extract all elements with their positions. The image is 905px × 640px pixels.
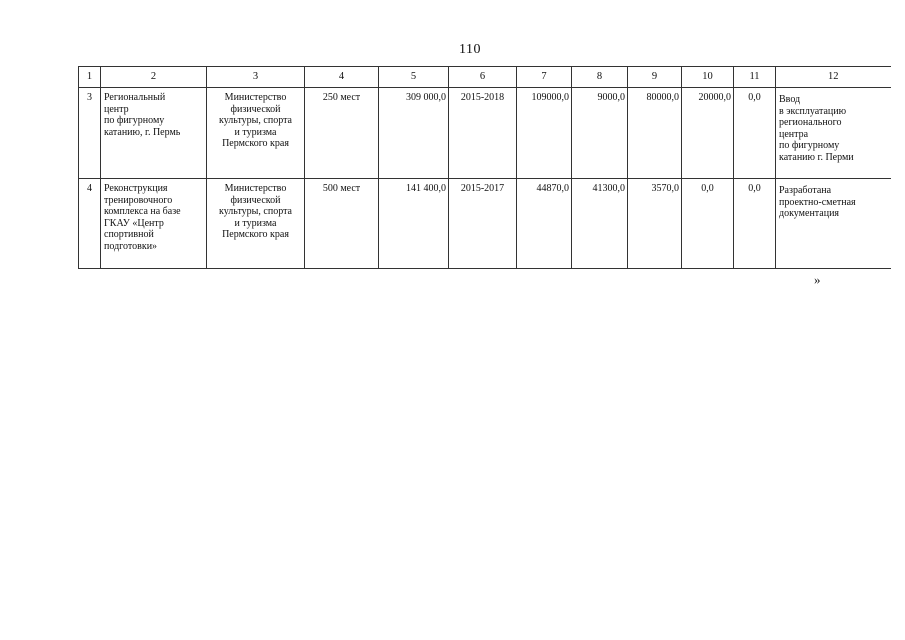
total-funding: 109000,0 [517,88,572,179]
expected-result: Ввод в эксплуатацию регионального центра по фигурному катанию г. Перми [776,88,891,179]
row-number: 3 [79,88,101,179]
header-row [79,67,891,88]
header-cell: 8 [572,67,628,88]
header-cell: 7 [517,67,572,88]
header-cell: 1 [79,67,101,88]
estimated-cost: 309 000,0 [379,88,449,179]
period: 2015-2017 [449,179,517,269]
total-funding: 44870,0 [517,179,572,269]
page-number: 110 [459,42,481,57]
funding-col-8: 41300,0 [572,179,628,269]
header-cell: 4 [305,67,379,88]
responsible-org: Министерство физической культуры, спорта и туризма Пермского края [207,88,305,179]
expected-result: Разработана проектно-сметная документация [776,179,891,269]
header-cell: 5 [379,67,449,88]
header-cell: 3 [207,67,305,88]
header-cell: 6 [449,67,517,88]
funding-col-9: 80000,0 [628,88,682,179]
capacity: 500 мест [305,179,379,269]
table-row [79,88,891,179]
closing-quote: » [814,272,821,287]
row-number: 4 [79,179,101,269]
header-cell: 12 [776,67,891,88]
data-table [78,66,891,269]
funding-col-10: 20000,0 [682,88,734,179]
header-cell: 11 [734,67,776,88]
period: 2015-2018 [449,88,517,179]
object-name: Реконструкция тренировочного комплекса на базе ГКАУ «Центр спортивной подготовки» [101,179,207,269]
funding-col-10: 0,0 [682,179,734,269]
table-header [79,67,891,88]
header-cell: 2 [101,67,207,88]
estimated-cost: 141 400,0 [379,179,449,269]
responsible-org: Министерство физической культуры, спорта и туризма Пермского края [207,179,305,269]
funding-col-11: 0,0 [734,179,776,269]
header-cell: 10 [682,67,734,88]
object-name: Региональный центр по фигурному катанию, г. Пермь [101,88,207,179]
capacity: 250 мест [305,88,379,179]
funding-col-9: 3570,0 [628,179,682,269]
table-row [79,179,891,269]
header-cell: 9 [628,67,682,88]
data-table-container [78,66,891,269]
funding-col-8: 9000,0 [572,88,628,179]
funding-col-11: 0,0 [734,88,776,179]
